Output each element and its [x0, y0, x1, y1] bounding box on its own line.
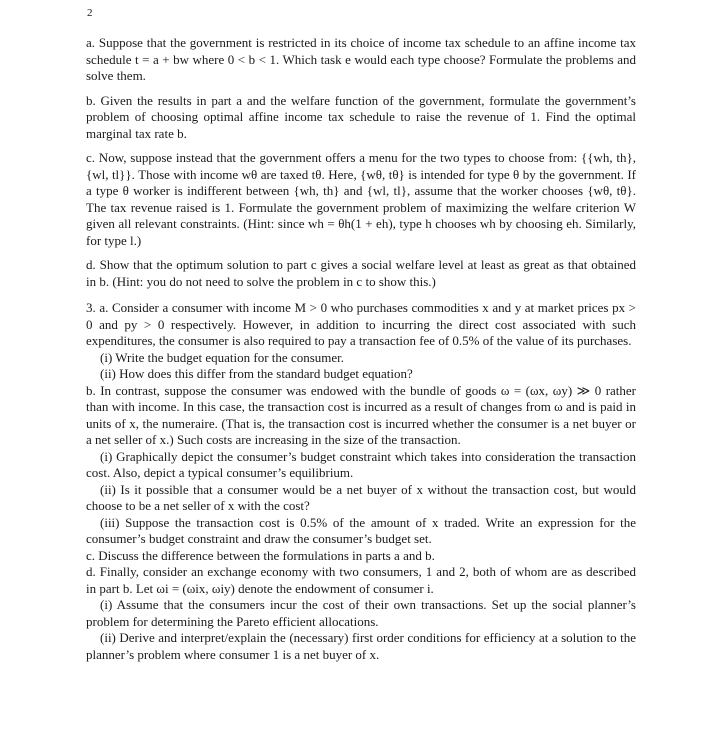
question-3a-ii: (ii) How does this differ from the standard budget equation? [100, 366, 413, 381]
question-3c: c. Discuss the difference between the formulations in parts a and b. [86, 547, 435, 563]
document-body [86, 35, 636, 663]
question-3d-i: (i) Assume that the consumers incur the cost of their own transactions. Set up the social planner’s problem for determining the Pareto efficient allocations. [86, 597, 636, 629]
question-3b-i: (i) Graphically depict the consumer’s budget constraint which takes into consideration the transaction cost. Also, depict a typical consumer’s equilibrium. [86, 448, 636, 480]
question-3a-i: (i) Write the budget equation for the consumer. [100, 349, 344, 365]
section-gap [86, 290, 636, 300]
question-part-b: b. Given the results in part a and the welfare function of the government, formulate the government’s problem of choosing optimal affine income tax schedule to raise the revenue of 1. Find the optimal marginal tax rate b. [86, 92, 636, 141]
question-part-c: c. Now, suppose instead that the government offers a menu for the two types to choose from: {{wh, th}, {wl, tl}}. Those with income wθ are taxed tθ. Here, {wθ, tθ} is intended for type θ by the government. If a type θ worker is indifferent between {wh, th} and {wl, tl}, assume that the worker chooses {wθ, tθ}. The tax revenue raised is 1. Formulate the government problem of maximizing the welfare criterion W given all relevant constraints. (Hint: since wh = θh(1 + eh), type h chooses wh by choosing eh. Similarly, for type l.) [86, 150, 636, 248]
question-3-intro: 3. a. Consider a consumer with income M > 0 who purchases commodities x and y at market prices px > 0 and py > 0 respectively. However, in addition to incurring the direct cost associated with such expenditures, the consumer is also required to pay a transaction fee of 0.5% of the value of its purchases. [86, 300, 636, 348]
question-part-a: a. Suppose that the government is restricted in its choice of income tax schedule to an affine income tax schedule t = a + bw where 0 < b < 1. Which task e would each type choose? Formulate the problems and solve them. [86, 35, 636, 83]
page-number: 2 [87, 7, 93, 19]
question-3b: b. In contrast, suppose the consumer was endowed with the bundle of goods ω = (ωx, ωy) ≫ 0 rather than with income. In this case, the transaction cost is incurred as a result of changes from ω and is paid in units of x, the numeraire. (That is, the transaction cost is incurred whether the consumer is a net buyer or a net seller of x.) Such costs are increasing in the size of the transaction. [86, 382, 636, 447]
question-part-d: d. Show that the optimum solution to part c gives a social welfare level at least as great as that obtained in b. (Hint: you do not need to solve the problem in c to show this.) [86, 257, 636, 289]
question-3b-iii: (iii) Suppose the transaction cost is 0.5% of the amount of x traded. Write an expression for the consumer’s budget constraint and draw the consumer’s budget set. [86, 514, 636, 546]
question-3b-ii: (ii) Is it possible that a consumer would be a net buyer of x without the transaction cost, but would choose to be a net seller of x with the cost? [86, 481, 636, 513]
question-3d-ii: (ii) Derive and interpret/explain the (necessary) first order conditions for efficiency at a solution to the planner’s problem where consumer 1 is a net buyer of x. [86, 630, 636, 662]
question-3d: d. Finally, consider an exchange economy with two consumers, 1 and 2, both of whom are as described in part b. Let ωi = (ωix, ωiy) denote the endowment of consumer i. [86, 564, 636, 596]
